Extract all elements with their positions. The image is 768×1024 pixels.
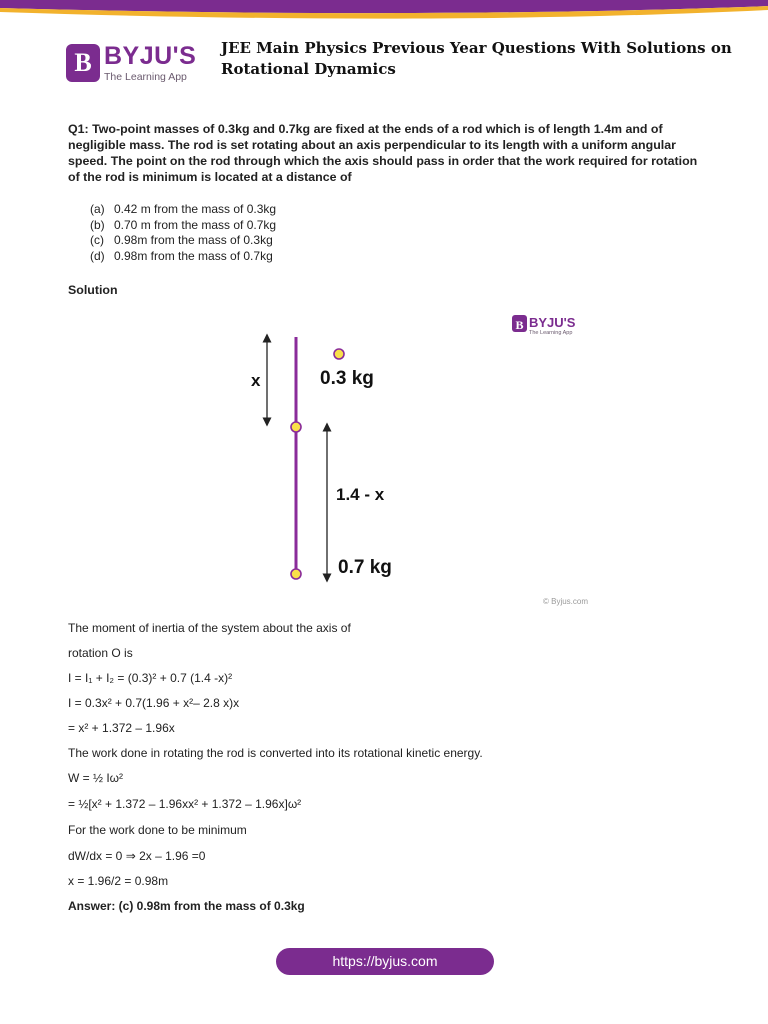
answer-options — [90, 202, 276, 264]
solution-line: = x² + 1.372 – 1.96x — [68, 721, 175, 735]
footer-url-pill[interactable] — [276, 948, 494, 975]
axis-point-marker — [291, 422, 301, 432]
top-decorative-band — [0, 0, 768, 22]
image-credit: © Byjus.com — [542, 597, 588, 606]
solution-line: The moment of inertia of the system about the axis of — [68, 621, 351, 635]
length-label: 1.4 - x — [336, 485, 385, 504]
option-c: (c) 0.98m from the mass of 0.3kg — [90, 233, 273, 247]
solution-line: dW/dx = 0 ⇒ 2x – 1.96 =0 — [68, 849, 206, 863]
logo-letter: B — [74, 48, 92, 77]
solution-line: = ½[x² + 1.372 – 1.96xx² + 1.372 – 1.96x]ω² — [68, 797, 302, 811]
document-title: JEE Main Physics Previous Year Questions With Solutions on Rotational Dynamics — [221, 39, 732, 78]
footer-url-link[interactable]: https://byjus.com — [332, 953, 438, 969]
logo-wordmark: BYJU'S — [104, 42, 197, 70]
watermark-wordmark: BYJU'S — [529, 315, 576, 330]
answer-line: Answer: (c) 0.98m from the mass of 0.3kg — [68, 899, 305, 913]
svg-text:B: B — [515, 318, 524, 332]
logo-badge — [66, 44, 100, 82]
solution-line: W = ½ Iω² — [68, 771, 124, 785]
top-mass-marker — [334, 349, 344, 359]
solution-line: The work done in rotating the rod is converted into its rotational kinetic energy. — [68, 746, 483, 760]
option-b: (b) 0.70 m from the mass of 0.7kg — [90, 217, 277, 232]
page-header — [66, 39, 732, 92]
byjus-watermark — [512, 315, 576, 336]
solution-line: I = 0.3x² + 0.7(1.96 + x²– 2.8 x)x — [68, 696, 240, 710]
solution-line: rotation O is — [68, 646, 133, 660]
option-d: (d) 0.98m from the mass of 0.7kg — [90, 248, 273, 263]
question-text: Q1: Two-point masses of 0.3kg and 0.7kg are fixed at the ends of a rod which is of length 1.4m and of negligible mass. The rod is set rotating about an axis perpendicular to its length with a uniform angular speed. The point on the rod through which the axis should pass in order that the work required for rotation of the rod is minimum is located at a distance of — [68, 122, 698, 184]
option-a: (a) 0.42 m from the mass of 0.3kg — [90, 202, 277, 216]
solution-line: For the work done to be minimum — [68, 823, 247, 837]
x-label: x — [251, 371, 261, 390]
solution-line: x = 1.96/2 = 0.98m — [68, 874, 169, 888]
top-mass-label: 0.3 kg — [320, 368, 374, 389]
watermark-tagline: The Learning App — [529, 330, 573, 336]
logo-tagline: The Learning App — [104, 71, 187, 83]
solution-heading: Solution — [68, 283, 118, 297]
bottom-mass-marker — [291, 569, 301, 579]
solution-line: I = I₁ + I₂ = (0.3)² + 0.7 (1.4 -x)² — [68, 671, 233, 685]
bottom-mass-label: 0.7 kg — [338, 557, 392, 578]
byjus-logo — [66, 44, 200, 88]
rod-diagram — [240, 310, 600, 610]
